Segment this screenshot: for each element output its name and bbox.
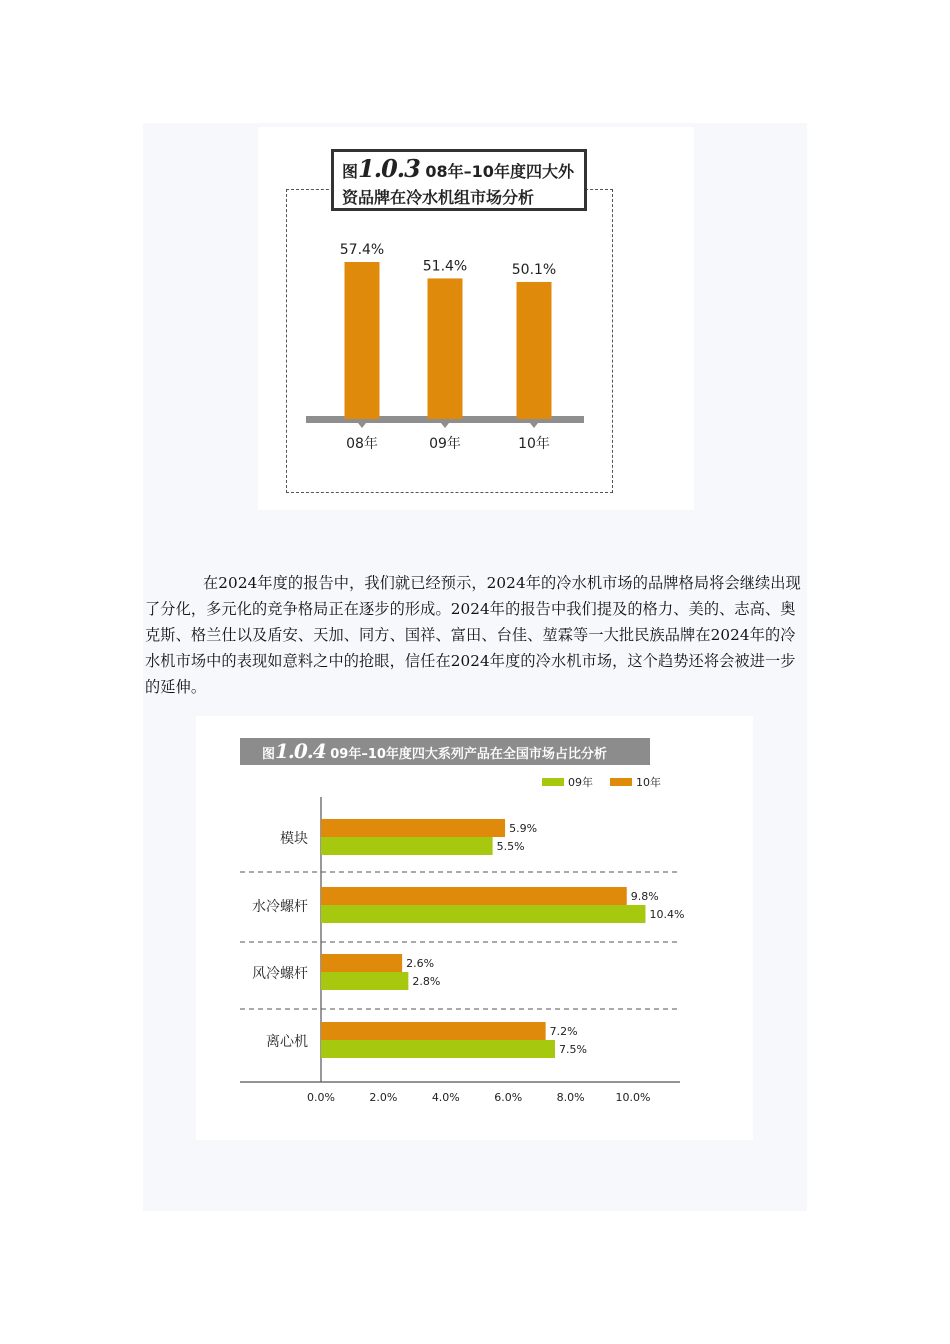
fig2-value-label: 7.5%: [559, 1043, 587, 1056]
fig2-x-tick-label: 2.0%: [369, 1091, 398, 1104]
fig2-x-tick-label: 10.0%: [615, 1091, 651, 1104]
fig1-category-label: 08年: [346, 436, 378, 452]
figure-1-title-number: 1.0.3: [358, 154, 420, 183]
fig2-x-tick-label: 4.0%: [431, 1091, 460, 1104]
fig1-bar: [428, 278, 463, 419]
figure-2-title-prefix: 图: [262, 747, 276, 762]
fig2-value-label: 10.4%: [649, 908, 685, 921]
body-paragraph: 在2024年度的报告中，我们就已经预示，2024年的冷水机市场的品牌格局将会继续出现了分化，多元化的竞争格局正在逐步的形成。2024年的报告中我们提及的格力、美的、志高、奥克斯、格兰仕以及盾安、天加、同方、国祥、富田、台佳、堃霖等一大批民族品牌在2024年的冷水机市场中的表现如意料之中的抢眼，信任在2024年度的冷水机市场，这个趋势还将会被进一步的延伸。: [145, 574, 801, 696]
fig2-value-label: 5.5%: [496, 840, 525, 853]
figure-2-title-text: 09年–10年度四大系列产品在全国市场占比分析: [330, 747, 607, 762]
fig2-legend-swatch: [542, 778, 564, 786]
fig2-legend-swatch: [610, 778, 632, 786]
fig2-bar: [321, 954, 402, 972]
figure-2: [196, 716, 753, 1140]
figure-2-title-number: 1.0.4: [275, 739, 326, 763]
fig2-bar: [321, 887, 627, 905]
fig2-bar: [321, 837, 493, 855]
fig2-bar: [321, 1040, 555, 1058]
fig1-category-label: 10年: [518, 436, 550, 452]
fig2-x-tick-label: 6.0%: [494, 1091, 523, 1104]
fig1-category-label: 09年: [429, 436, 461, 452]
fig2-value-label: 2.8%: [412, 975, 441, 988]
figure-2-title: [240, 738, 650, 765]
fig2-bar: [321, 905, 645, 923]
fig2-value-label: 5.9%: [509, 822, 538, 835]
fig2-category-label: 离心机: [266, 1034, 308, 1050]
figure-1-title-prefix: 图: [342, 162, 359, 181]
fig1-value-label: 51.4%: [422, 258, 468, 275]
fig1-value-label: 57.4%: [339, 242, 385, 258]
fig1-bar: [517, 282, 552, 419]
fig2-value-label: 2.6%: [406, 957, 435, 970]
fig1-tick-marker: [530, 423, 538, 428]
fig2-bar: [321, 972, 408, 990]
fig2-value-label: 7.2%: [549, 1025, 578, 1038]
figure-1-title-line2: 资品牌在冷水机组市场分析: [342, 188, 535, 207]
fig2-bar: [321, 1022, 546, 1040]
fig1-value-label: 50.1%: [511, 261, 557, 278]
fig2-x-tick-label: 0.0%: [307, 1091, 335, 1104]
figure-1-title: [331, 149, 587, 211]
fig2-category-label: 模块: [280, 831, 308, 847]
figure-2-chart: [196, 716, 753, 1140]
figure-1-title-line1: 08年–10年度四大外: [425, 162, 574, 181]
fig2-legend-label: 10年: [636, 776, 661, 789]
fig2-value-label: 9.8%: [630, 890, 659, 903]
fig1-tick-marker: [358, 423, 366, 428]
fig2-bar: [321, 819, 505, 837]
fig1-bar: [345, 262, 380, 419]
fig2-category-label: 水冷螺杆: [252, 899, 308, 915]
figure-1: [258, 127, 694, 510]
fig2-x-tick-label: 8.0%: [556, 1091, 585, 1104]
fig2-category-label: 风冷螺杆: [252, 966, 308, 982]
fig1-tick-marker: [441, 423, 449, 428]
fig2-legend-label: 09年: [568, 776, 593, 789]
